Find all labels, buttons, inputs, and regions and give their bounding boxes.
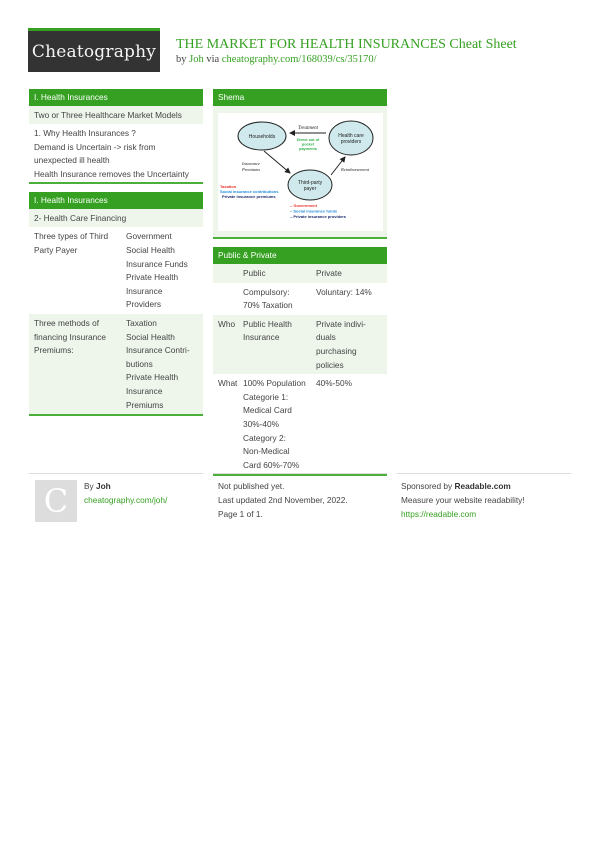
section-public-private [213,247,387,476]
text-line: Insurance [126,285,163,296]
public-cell [243,377,316,472]
row-key [29,230,126,312]
text-line: Private Health [126,372,179,383]
svg-text:– Government: – Government [289,203,317,208]
text-line: 1. Why Health Insurances ? [34,128,136,138]
text-line: Card 60%-70% [243,459,300,470]
text-line: Insurance Contri- [126,345,190,356]
table-row [213,264,387,283]
text-line: duals [316,332,336,343]
row-value [126,317,203,412]
svg-text:Insurance: Insurance [241,161,260,166]
sponsor-link[interactable]: https://readable.com [401,509,477,519]
private-cell: 40%-50% [316,378,352,389]
svg-text:Reimbursement: Reimbursement [340,167,369,172]
text-line: Government [126,231,172,242]
table-row [29,227,203,314]
section-schema [213,89,387,239]
sponsor-name: Readable.com [454,481,511,491]
text-line: Categorie 1: [243,391,289,402]
footer-divider [29,473,203,474]
byline [176,54,377,65]
row-value [126,230,203,312]
text-line: Premiums: [34,345,74,356]
section-heading: Shema [213,89,387,106]
publish-status: Not published yet. [218,481,285,491]
footer-author-link-wrap [84,494,167,508]
text-line: Party Payer [34,244,78,255]
svg-text:Third-party: Third-party [297,180,322,186]
svg-text:Health care: Health care [337,133,364,139]
private-cell [316,318,387,372]
table-row [29,314,203,414]
section-health-insurances-2 [29,192,203,416]
section-subheading: Two or Three Healthcare Market Models [29,106,203,124]
svg-text:providers: providers [340,139,361,145]
text-line: Taxation [126,317,157,328]
diagram-container [213,106,387,237]
section-health-insurances-1 [29,89,203,184]
text-line: butions [126,358,153,369]
section-subheading: 2- Health Care Financing [29,209,203,227]
private-cell: Private [316,268,342,278]
sponsor-link-wrap [401,508,476,522]
sheet-url-link[interactable]: cheatography.com/168039/cs/35170/ [221,54,377,65]
text-line: 30%-40% [243,418,279,429]
by-label: by [176,54,187,65]
cheatography-logo[interactable] [28,28,160,72]
text-line: 70% Taxation [243,300,293,311]
text-line: Demand is Uncertain -> risk from [34,141,156,152]
svg-text:payer: payer [303,186,316,192]
row-label: Who [218,318,236,329]
text-line: Public Health [243,318,292,329]
svg-text:Premiums: Premiums [241,167,260,172]
svg-text:Treatment: Treatment [297,126,318,131]
section-heading: I. Health Insurances [29,89,203,106]
text-line: Private indivi- [316,318,366,329]
footer-divider [397,473,571,474]
text-line: Insurance Funds [126,258,188,269]
sponsor-line [401,480,511,494]
footer-author [84,480,111,494]
text-line: Insurance [243,332,280,343]
text-line: unexpected ill health [34,155,110,166]
text-line: 100% Population [243,378,306,389]
text-line: Three types of Third [34,231,109,242]
avatar-letter: C [43,482,69,520]
author-link[interactable]: Joh [189,54,204,65]
svg-text:– Private insurance providers: – Private insurance providers [289,214,346,219]
public-cell [243,318,316,372]
text-line: Non-Medical [243,446,290,457]
health-market-diagram [218,113,383,231]
footer-divider [213,473,387,474]
author-name: Joh [96,481,111,491]
author-avatar[interactable] [35,480,77,522]
table-row [213,374,387,474]
svg-text:Private insurance premiums: Private insurance premiums [221,194,276,199]
text-line: Health Insurance removes the Uncertainty [34,168,189,179]
logo-text: Cheatography [31,41,157,62]
row-label [213,286,243,313]
author-profile-link[interactable]: cheatography.com/joh/ [84,495,168,505]
text-line: Three methods of [34,317,100,328]
by-label: By [84,481,94,491]
row-label [213,267,243,281]
row-label: What [218,378,238,389]
text-line: Private Health [126,272,179,283]
public-cell [243,286,316,313]
text-line: financing Insurance [34,331,106,342]
text-line: Premiums [126,399,164,410]
public-cell: Public [243,268,266,278]
text-line: Insurance [126,385,163,396]
text-line: Providers [126,299,162,310]
text-line: policies [316,359,344,370]
column-left [29,89,203,424]
sponsored-label: Sponsored by [401,481,453,491]
table-row [213,315,387,374]
text-line: Social Health [126,331,175,342]
text-line: Social Health [126,244,175,255]
svg-text:payments: payments [298,147,317,151]
table-row [213,283,387,315]
svg-text:Taxation: Taxation [219,184,236,189]
svg-text:pocket: pocket [301,142,314,147]
section-heading: Public & Private [213,247,387,264]
via-label: via [206,54,220,65]
row-key [29,317,126,412]
flow-diagram-svg [218,113,383,231]
section-body [29,124,203,182]
section-heading: I. Health Insurances [29,192,203,209]
svg-text:– Social insurance funds: – Social insurance funds [289,208,337,214]
last-updated: Last updated 2nd November, 2022. [218,495,348,505]
page-number: Page 1 of 1. [218,509,263,519]
column-middle [213,89,387,484]
page-title: THE MARKET FOR HEALTH INSURANCES Cheat Sheet [176,37,517,52]
svg-text:Households: Households [248,134,275,140]
svg-text:Direct out of: Direct out of [296,138,319,142]
text-line: purchasing [316,345,357,356]
text-line: Medical Card [243,405,292,416]
text-line: Category 2: [243,432,286,443]
svg-text:Social insurance contributions: Social insurance contributions [219,189,278,194]
text-line: Compulsory: [243,286,290,297]
private-cell: Voluntary: 14% [316,286,372,297]
sponsor-tagline: Measure your website readability! [401,495,525,505]
